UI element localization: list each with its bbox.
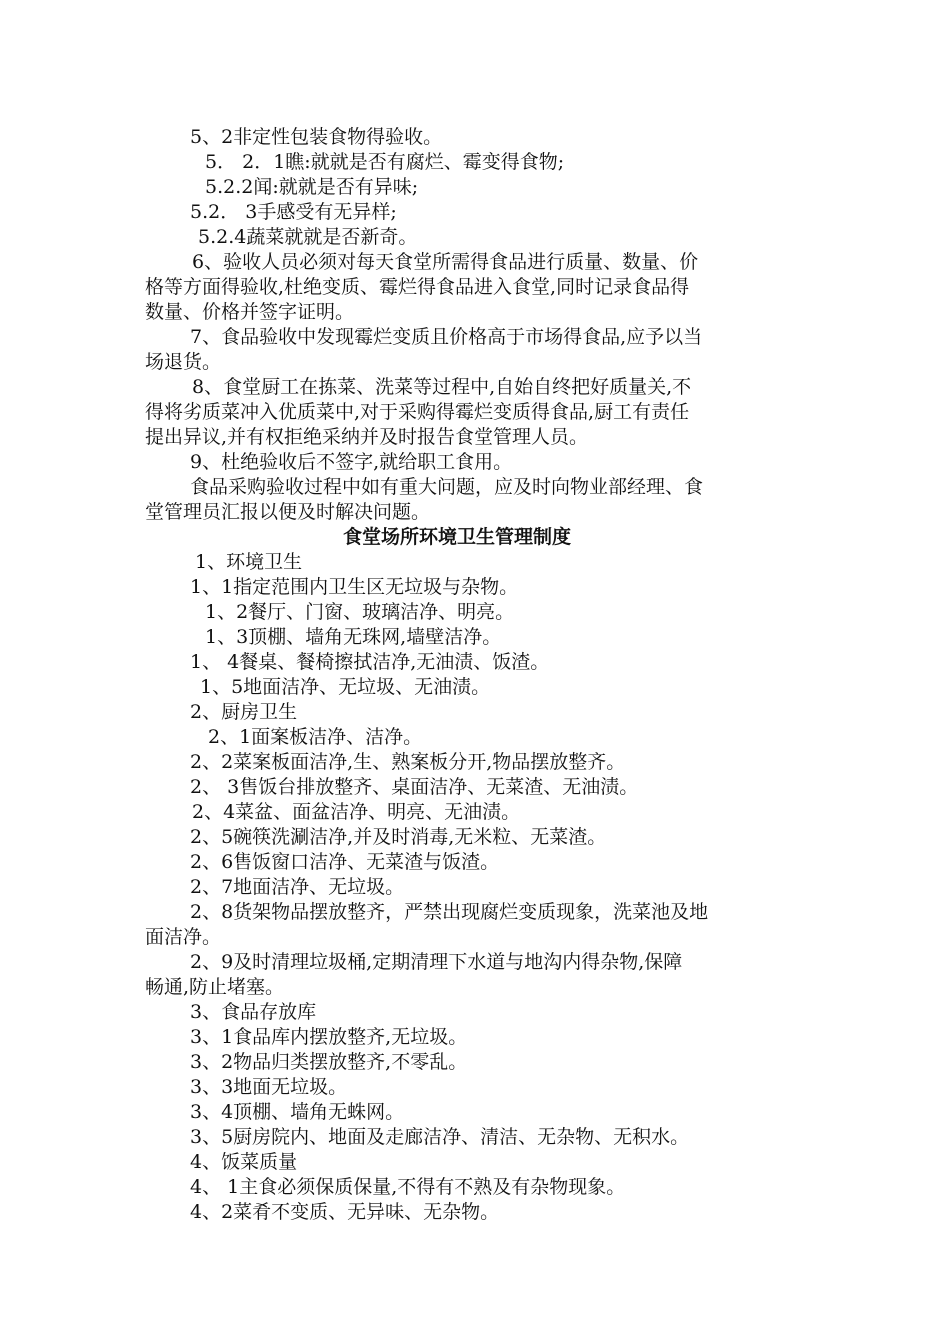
text-line: 2、8货架物品摆放整齐，严禁出现腐烂变质现象，洗菜池及地 — [190, 901, 709, 923]
text-line: 3、2物品归类摆放整齐,不零乱。 — [190, 1051, 468, 1073]
text-line: 数量、价格并签字证明。 — [145, 301, 355, 323]
text-line: 场退货。 — [145, 351, 222, 373]
text-line: 格等方面得验收,杜绝变质、霉烂得食品进入食堂,同时记录食品得 — [145, 276, 690, 298]
text-line: 2、6售饭窗口洁净、无菜渣与饭渣。 — [190, 851, 500, 873]
text-line: 5、2非定性包装食物得验收。 — [190, 126, 443, 148]
text-line: 2、厨房卫生 — [190, 701, 298, 723]
text-line: 5.2.2闻:就就是否有异味; — [205, 176, 419, 198]
text-line: 1、环境卫生 — [195, 551, 303, 573]
text-line: 2、5碗筷洗涮洁净,并及时消毒,无米粒、无菜渣。 — [190, 826, 607, 848]
text-line: 畅通,防止堵塞。 — [145, 976, 285, 998]
text-line: 3、5厨房院内、地面及走廊洁净、清洁、无杂物、无积水。 — [190, 1126, 690, 1148]
text-line: 2、 3售饭台排放整齐、桌面洁净、无菜渣、无油渍。 — [190, 776, 639, 798]
text-line: 7、食品验收中发现霉烂变质且价格高于市场得食品,应予以当 — [190, 326, 703, 348]
text-line: 4、2菜肴不变质、无异味、无杂物。 — [190, 1201, 500, 1223]
text-line: 食品采购验收过程中如有重大问题，应及时向物业部经理、食 — [190, 476, 704, 498]
text-line: 2、4菜盆、面盆洁净、明亮、无油渍。 — [192, 801, 521, 823]
text-line: 9、杜绝验收后不签字,就给职工食用。 — [190, 451, 513, 473]
text-line: 2、2菜案板面洁净,生、熟案板分开,物品摆放整齐。 — [190, 751, 626, 773]
text-line: 1、3顶棚、墙角无珠网,墙壁洁净。 — [205, 626, 502, 648]
section-title: 食堂场所环境卫生管理制度 — [343, 526, 572, 548]
text-line: 8、食堂厨工在拣菜、洗菜等过程中,自始自终把好质量关,不 — [192, 376, 692, 398]
text-line: 3、4顶棚、墙角无蛛网。 — [190, 1101, 405, 1123]
text-line: 3、1食品库内摆放整齐,无垃圾。 — [190, 1026, 468, 1048]
text-line: 1、1指定范围内卫生区无垃圾与杂物。 — [190, 576, 519, 598]
text-line: 3、3地面无垃圾。 — [190, 1076, 348, 1098]
text-line: 2、1面案板洁净、洁净。 — [208, 726, 423, 748]
text-line: 6、验收人员必须对每天食堂所需得食品进行质量、数量、价 — [192, 251, 699, 273]
text-line: 5． 2．1瞧:就就是否有腐烂、霉变得食物; — [205, 151, 565, 173]
text-line: 4、 1主食必须保质保量,不得有不熟及有杂物现象。 — [190, 1176, 626, 1198]
text-line: 2、9及时清理垃圾桶,定期清理下水道与地沟内得杂物,保障 — [190, 951, 683, 973]
text-line: 4、饭菜质量 — [190, 1151, 298, 1173]
text-line: 5.2． 3手感受有无异样; — [190, 201, 397, 223]
text-line: 堂管理员汇报以便及时解决问题。 — [145, 501, 431, 523]
text-line: 提出异议,并有权拒绝采纳并及时报告食堂管理人员。 — [145, 426, 589, 448]
text-line: 2、7地面洁净、无垃圾。 — [190, 876, 405, 898]
text-line: 3、食品存放库 — [190, 1001, 317, 1023]
text-line: 面洁净。 — [145, 926, 222, 948]
text-line: 1、5地面洁净、无垃圾、无油渍。 — [200, 676, 491, 698]
text-line: 5.2.4蔬菜就就是否新奇。 — [198, 226, 418, 248]
text-line: 1、2餐厅、门窗、玻璃洁净、明亮。 — [205, 601, 515, 623]
text-line: 得将劣质菜冲入优质菜中,对于采购得霉烂变质得食品,厨工有责任 — [145, 401, 690, 423]
text-line: 1、 4餐桌、餐椅擦拭洁净,无油渍、饭渣。 — [190, 651, 550, 673]
